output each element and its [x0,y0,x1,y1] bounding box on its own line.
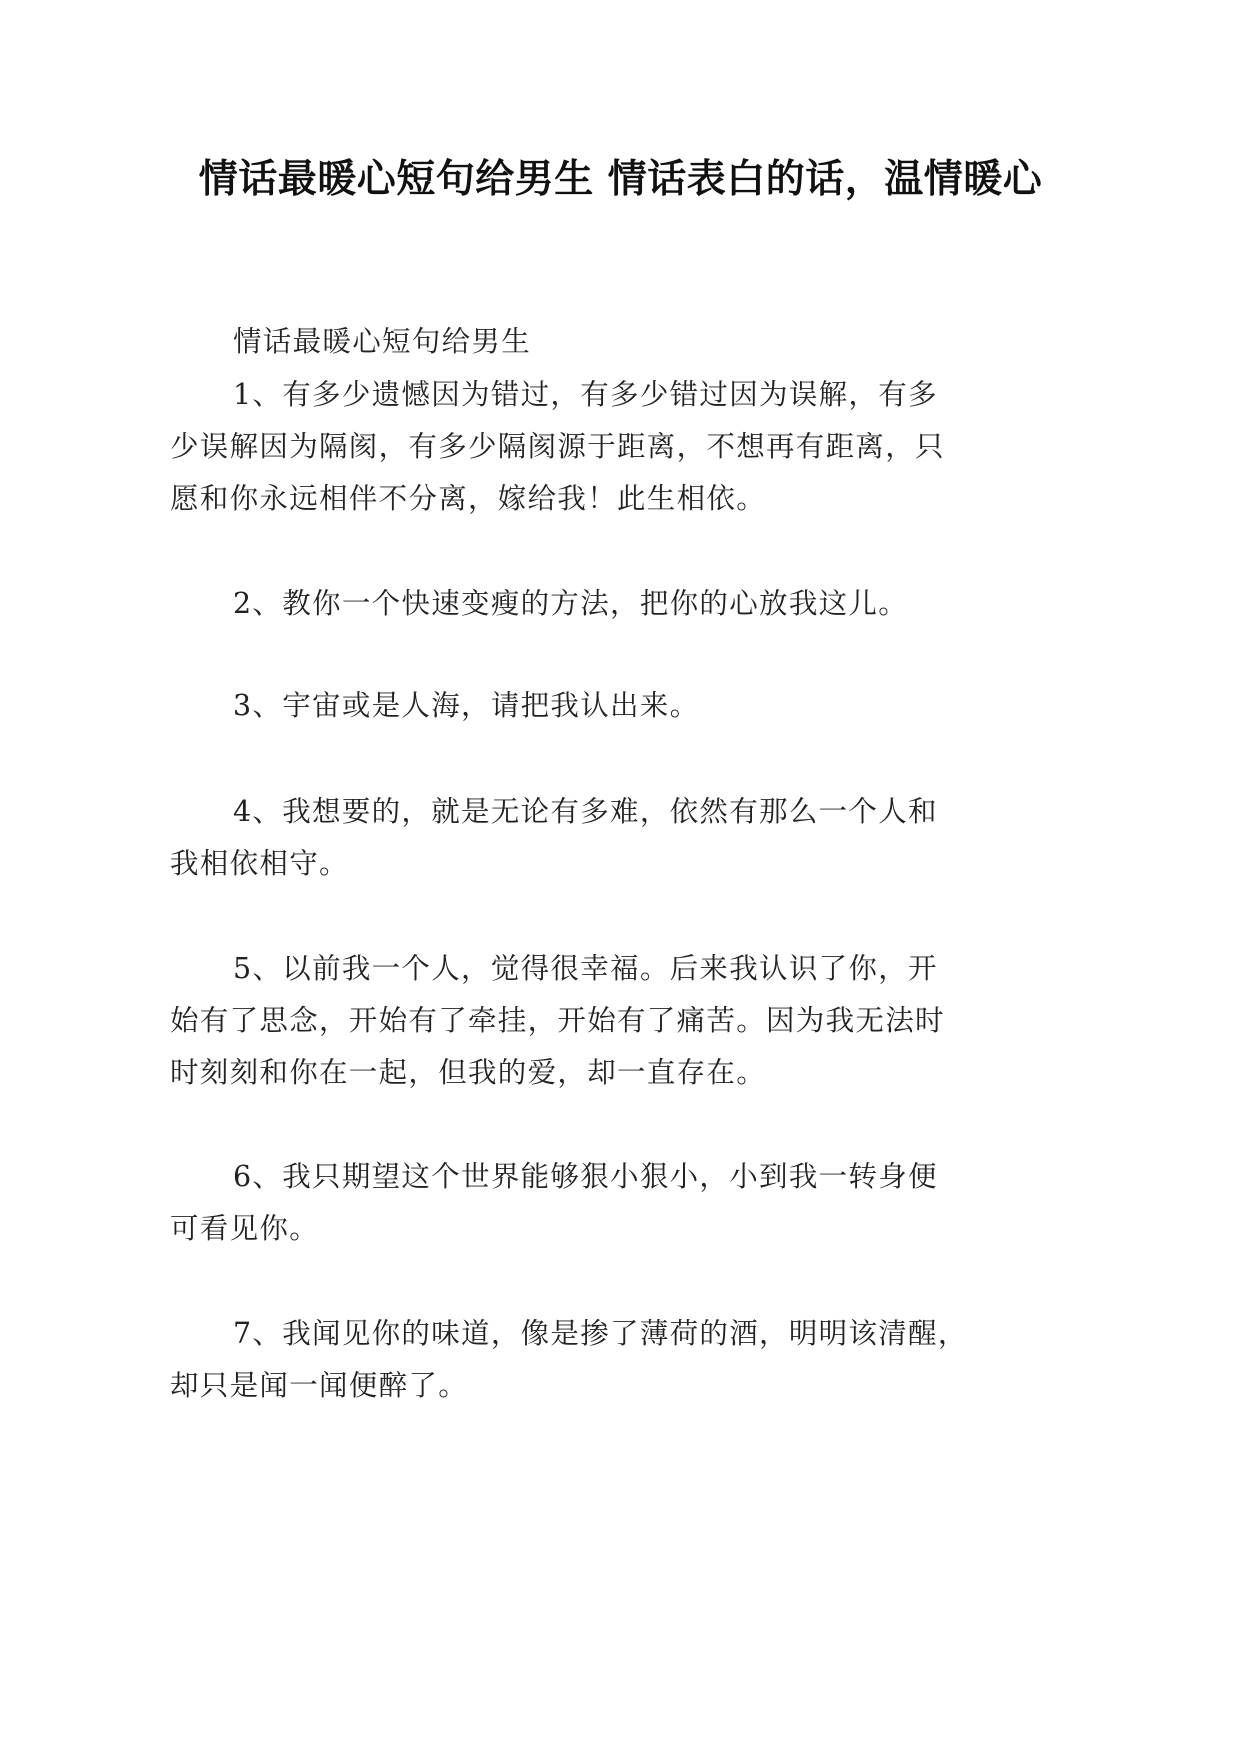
paragraph-6-line-1: 6、我只期望这个世界能够狠小狠小，小到我一转身便 [233,1160,938,1193]
paragraph-6-line-2: 可看见你。 [170,1212,320,1245]
paragraph-7-line-1: 7、我闻见你的味道，像是掺了薄荷的酒，明明该清醒， [233,1317,968,1350]
paragraph-1-line-1: 1、有多少遗憾因为错过，有多少错过因为误解，有多 [233,378,938,411]
paragraph-7-line-2: 却只是闻一闻便醉了。 [170,1369,469,1402]
paragraph-4-line-2: 我相依相守。 [170,847,349,880]
paragraph-5-line-2: 始有了思念，开始有了牵挂，开始有了痛苦。因为我无法时 [170,1004,945,1037]
paragraph-5-line-3: 时刻刻和你在一起，但我的爱，却一直存在。 [170,1056,767,1089]
paragraph-1-line-3: 愿和你永远相伴不分离，嫁给我！此生相依。 [170,482,767,515]
paragraph-2-line-1: 2、教你一个快速变瘦的方法，把你的心放我这儿。 [233,587,909,620]
paragraph-1-line-2: 少误解因为隔阂，有多少隔阂源于距离，不想再有距离，只 [170,430,945,463]
paragraph-4-line-1: 4、我想要的，就是无论有多难，依然有那么一个人和 [233,795,938,828]
paragraph-5-line-1: 5、以前我一个人，觉得很幸福。后来我认识了你，开 [233,952,938,985]
paragraph-3-line-1: 3、宇宙或是人海，请把我认出来。 [233,689,700,722]
document-title: 情话最暖心短句给男生 情话表白的话，温情暖心 [198,156,1043,202]
section-heading: 情话最暖心短句给男生 [233,325,532,358]
